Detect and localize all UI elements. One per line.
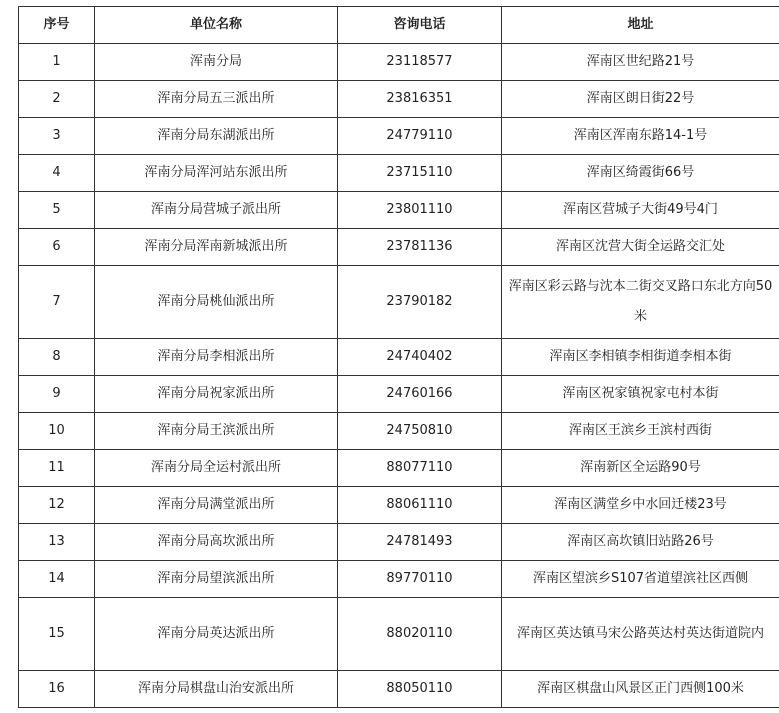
cell-index: 4 — [19, 155, 95, 192]
cell-index: 13 — [19, 524, 95, 561]
police-station-table — [18, 6, 779, 708]
cell-unit: 浑南分局望滨派出所 — [95, 561, 338, 598]
cell-phone: 24781493 — [338, 524, 502, 561]
cell-address: 浑南区朗日街22号 — [502, 81, 779, 118]
cell-unit: 浑南分局桃仙派出所 — [95, 266, 338, 339]
cell-index: 2 — [19, 81, 95, 118]
cell-address: 浑南区世纪路21号 — [502, 44, 779, 81]
cell-phone: 24740402 — [338, 339, 502, 376]
cell-unit: 浑南分局营城子派出所 — [95, 192, 338, 229]
cell-unit: 浑南分局英达派出所 — [95, 598, 338, 671]
cell-address: 浑南区李相镇李相街道李相本街 — [502, 339, 779, 376]
table-row — [19, 339, 779, 376]
cell-phone: 23781136 — [338, 229, 502, 266]
cell-index: 7 — [19, 266, 95, 339]
cell-index: 14 — [19, 561, 95, 598]
cell-index: 6 — [19, 229, 95, 266]
table-row — [19, 266, 779, 339]
header-phone: 咨询电话 — [338, 7, 502, 44]
cell-address: 浑南区棋盘山风景区正门西侧100米 — [502, 671, 779, 708]
cell-phone: 88061110 — [338, 487, 502, 524]
cell-index: 9 — [19, 376, 95, 413]
table-row — [19, 487, 779, 524]
cell-unit: 浑南分局高坎派出所 — [95, 524, 338, 561]
cell-index: 10 — [19, 413, 95, 450]
header-address: 地址 — [502, 7, 779, 44]
cell-address: 浑南区英达镇马宋公路英达村英达街道院内 — [502, 598, 779, 671]
table-row — [19, 44, 779, 81]
cell-unit: 浑南分局浑南新城派出所 — [95, 229, 338, 266]
cell-address: 浑南区高坎镇旧站路26号 — [502, 524, 779, 561]
cell-phone: 24750810 — [338, 413, 502, 450]
cell-address: 浑南新区全运路90号 — [502, 450, 779, 487]
cell-index: 8 — [19, 339, 95, 376]
table-row — [19, 118, 779, 155]
header-index: 序号 — [19, 7, 95, 44]
table-row — [19, 81, 779, 118]
cell-unit: 浑南分局五三派出所 — [95, 81, 338, 118]
table-row — [19, 561, 779, 598]
table-row — [19, 229, 779, 266]
table-row — [19, 192, 779, 229]
cell-unit: 浑南分局满堂派出所 — [95, 487, 338, 524]
cell-phone: 89770110 — [338, 561, 502, 598]
cell-address: 浑南区王滨乡王滨村西街 — [502, 413, 779, 450]
cell-address: 浑南区沈营大街全运路交汇处 — [502, 229, 779, 266]
cell-unit: 浑南分局祝家派出所 — [95, 376, 338, 413]
table-row — [19, 598, 779, 671]
cell-address: 浑南区祝家镇祝家屯村本街 — [502, 376, 779, 413]
cell-address: 浑南区满堂乡中水回迁楼23号 — [502, 487, 779, 524]
cell-address: 浑南区浑南东路14-1号 — [502, 118, 779, 155]
cell-address: 浑南区绮霞街66号 — [502, 155, 779, 192]
table-row — [19, 671, 779, 708]
cell-phone: 23801110 — [338, 192, 502, 229]
cell-phone: 23790182 — [338, 266, 502, 339]
cell-index: 1 — [19, 44, 95, 81]
cell-unit: 浑南分局东湖派出所 — [95, 118, 338, 155]
header-unit: 单位名称 — [95, 7, 338, 44]
cell-address: 浑南区彩云路与沈本二街交叉路口东北方向50米 — [502, 266, 779, 339]
cell-address: 浑南区营城子大街49号4门 — [502, 192, 779, 229]
cell-phone: 88077110 — [338, 450, 502, 487]
table-row — [19, 155, 779, 192]
cell-index: 3 — [19, 118, 95, 155]
cell-phone: 88050110 — [338, 671, 502, 708]
cell-unit: 浑南分局全运村派出所 — [95, 450, 338, 487]
cell-unit: 浑南分局王滨派出所 — [95, 413, 338, 450]
cell-unit: 浑南分局棋盘山治安派出所 — [95, 671, 338, 708]
cell-phone: 24779110 — [338, 118, 502, 155]
header-row — [19, 7, 779, 44]
cell-index: 16 — [19, 671, 95, 708]
cell-unit: 浑南分局 — [95, 44, 338, 81]
cell-phone: 23816351 — [338, 81, 502, 118]
cell-address: 浑南区望滨乡S107省道望滨社区西侧 — [502, 561, 779, 598]
table-row — [19, 450, 779, 487]
table-row — [19, 413, 779, 450]
cell-index: 11 — [19, 450, 95, 487]
cell-index: 12 — [19, 487, 95, 524]
table-row — [19, 524, 779, 561]
cell-unit: 浑南分局李相派出所 — [95, 339, 338, 376]
cell-unit: 浑南分局浑河站东派出所 — [95, 155, 338, 192]
cell-index: 15 — [19, 598, 95, 671]
cell-phone: 23118577 — [338, 44, 502, 81]
cell-index: 5 — [19, 192, 95, 229]
cell-phone: 24760166 — [338, 376, 502, 413]
table-row — [19, 376, 779, 413]
cell-phone: 88020110 — [338, 598, 502, 671]
cell-phone: 23715110 — [338, 155, 502, 192]
